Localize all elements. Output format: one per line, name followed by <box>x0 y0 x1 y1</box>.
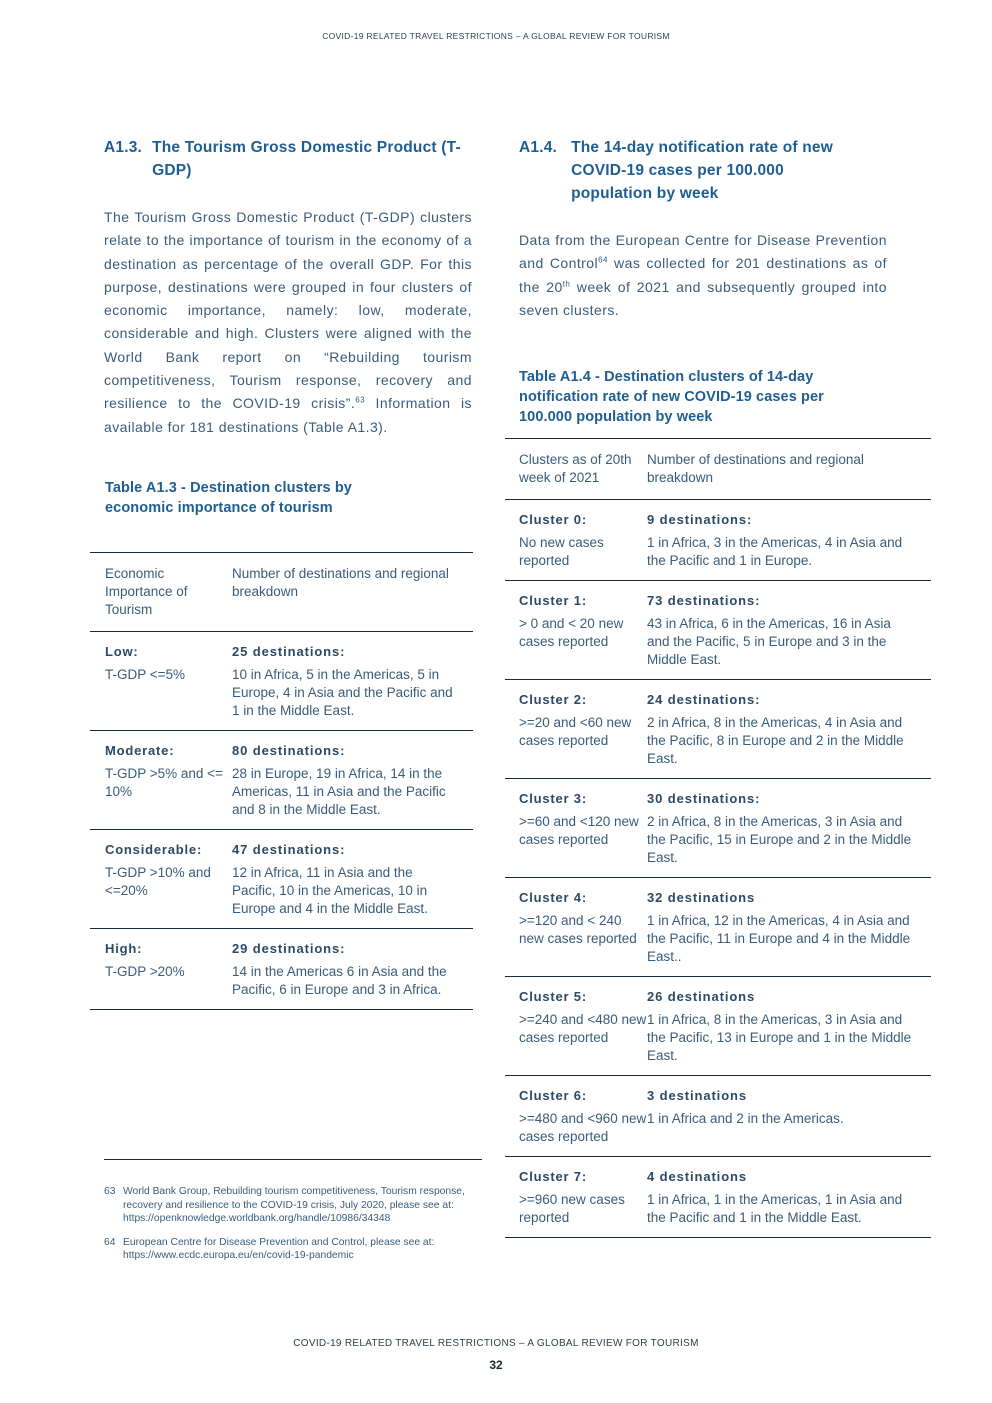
regional-breakdown: 43 in Africa, 6 in the Americas, 16 in Asia and the Pacific, 5 in Europe and 3 in the Middle East. <box>647 616 891 667</box>
table-row <box>505 1076 931 1157</box>
paragraph-text: was collected for 201 destinations as of the 20 <box>519 255 887 295</box>
breakdown-cell <box>647 977 931 1076</box>
cluster-criteria: >=240 and <480 new cases reported <box>519 1012 647 1045</box>
cluster-criteria: No new cases reported <box>519 535 604 568</box>
breakdown-cell <box>232 830 473 929</box>
breakdown-cell <box>647 878 931 977</box>
table-row <box>90 830 473 929</box>
cluster-cell <box>505 779 647 878</box>
table-caption-a14: Table A1.4 - Destination clusters of 14-day notification rate of new COVID-19 cases per 100.000 population by week <box>519 369 824 426</box>
breakdown-cell <box>647 1157 931 1238</box>
footnote-ref-64[interactable]: 64 <box>598 255 608 265</box>
cluster-label: Cluster 0: <box>519 512 587 527</box>
cluster-criteria: T-GDP <=5% <box>105 667 186 682</box>
regional-breakdown: 28 in Europe, 19 in Africa, 14 in the Americas, 11 in Asia and the Pacific and 8 in the Middle East. <box>232 766 446 817</box>
column-header: Number of destinations and regional breakdown <box>232 553 473 632</box>
footnote-ref-63[interactable]: 63 <box>355 395 366 405</box>
cluster-label: Cluster 2: <box>519 692 587 707</box>
cluster-label: Cluster 7: <box>519 1169 587 1184</box>
destination-count: 32 destinations <box>647 890 756 905</box>
table-row <box>505 779 931 878</box>
breakdown-cell <box>232 632 473 731</box>
section-title: The Tourism Gross Domestic Product (T-GDP) <box>152 139 461 179</box>
regional-breakdown: 1 in Africa and 2 in the Americas. <box>647 1111 844 1126</box>
cluster-label: Moderate: <box>105 743 175 758</box>
destination-count: 4 destinations <box>647 1169 748 1184</box>
cluster-cell <box>505 1076 647 1157</box>
section-heading-a14 <box>519 136 887 205</box>
cluster-cell <box>90 731 232 830</box>
footnote-64 <box>104 1236 484 1263</box>
table-row <box>90 731 473 830</box>
paragraph-ecdc <box>519 229 887 322</box>
cluster-criteria: > 0 and < 20 new cases reported <box>519 616 624 649</box>
footnote-text: World Bank Group, Rebuilding tourism competitiveness, Tourism response, recovery and resilience to the COVID-19 crisis, July 2020, please see at: https://openknowledge.worldbank.org/handle/10986/34348 <box>123 1186 465 1224</box>
cluster-cell <box>505 680 647 779</box>
cluster-cell <box>505 878 647 977</box>
table-header-row <box>90 553 473 632</box>
paragraph-tgdp <box>104 206 472 439</box>
cluster-label: Considerable: <box>105 842 203 857</box>
column-header: Number of destinations and regional breakdown <box>647 439 931 500</box>
section-number: A1.4. <box>519 139 558 156</box>
cluster-cell <box>505 581 647 680</box>
paragraph-text-tail: week of 2021 and subsequently grouped into seven clusters. <box>519 278 888 318</box>
table-row <box>90 632 473 731</box>
table-a14 <box>505 438 931 1238</box>
footnote-number: 63 <box>104 1186 116 1197</box>
page-number: 32 <box>489 1358 503 1372</box>
paragraph-text-tail: Information is available for 181 destinations (Table A1.3). <box>104 395 472 435</box>
table-row <box>505 1157 931 1238</box>
destination-count: 26 destinations <box>647 989 756 1004</box>
table-row <box>505 878 931 977</box>
regional-breakdown: 12 in Africa, 11 in Asia and the Pacific, 10 in the Americas, 10 in Europe and 4 in the Middle East. <box>232 865 428 916</box>
destination-count: 24 destinations: <box>647 692 761 707</box>
table-row <box>505 500 931 581</box>
footnote-number: 64 <box>104 1236 116 1248</box>
regional-breakdown: 1 in Africa, 1 in the Americas, 1 in Asia and the Pacific and 1 in the Middle East. <box>647 1192 903 1225</box>
breakdown-cell <box>647 581 931 680</box>
breakdown-cell <box>647 500 931 581</box>
left-column <box>104 136 472 518</box>
table-a13 <box>90 552 473 1010</box>
cluster-criteria: >=20 and <60 new cases reported <box>519 715 632 748</box>
right-column <box>519 136 887 427</box>
footnote-text: European Centre for Disease Prevention and Control, please see at: https://www.ecdc.europa.eu/en/covid-19-pandemic <box>123 1236 435 1261</box>
cluster-label: High: <box>105 941 143 956</box>
cluster-label: Low: <box>105 644 139 659</box>
paragraph-text: Data from the European Centre for Disease Prevention and Control <box>519 232 887 272</box>
cluster-cell <box>90 929 232 1010</box>
regional-breakdown: 14 in the Americas 6 in Asia and the Pacific, 6 in Europe and 3 in Africa. <box>232 964 447 997</box>
footnote-63 <box>104 1185 484 1226</box>
breakdown-cell <box>232 731 473 830</box>
destination-count: 9 destinations: <box>647 512 753 527</box>
cluster-criteria: >=480 and <960 new cases reported <box>519 1111 647 1144</box>
breakdown-cell <box>647 680 931 779</box>
section-heading-a13 <box>104 136 472 182</box>
section-title: The 14-day notification rate of new COVID-19 cases per 100.000 population by week <box>571 139 833 202</box>
cluster-criteria: >=60 and <120 new cases reported <box>519 814 639 847</box>
regional-breakdown: 2 in Africa, 8 in the Americas, 3 in Asia and the Pacific, 15 in Europe and 2 in the Middle East. <box>647 814 912 865</box>
destination-count: 80 destinations: <box>232 743 346 758</box>
footnotes <box>104 1185 484 1273</box>
cluster-label: Cluster 5: <box>519 989 587 1004</box>
regional-breakdown: 1 in Africa, 3 in the Americas, 4 in Asia and the Pacific and 1 in Europe. <box>647 535 903 568</box>
regional-breakdown: 1 in Africa, 8 in the Americas, 3 in Asia and the Pacific, 13 in Europe and 1 in the Middle East. <box>647 1012 912 1063</box>
table-row <box>505 581 931 680</box>
cluster-label: Cluster 4: <box>519 890 587 905</box>
regional-breakdown: 2 in Africa, 8 in the Americas, 4 in Asia and the Pacific, 8 in Europe and 2 in the Middle East. <box>647 715 904 766</box>
cluster-cell <box>505 977 647 1076</box>
cluster-label: Cluster 1: <box>519 593 587 608</box>
section-number: A1.3. <box>104 139 143 156</box>
running-footer: COVID-19 RELATED TRAVEL RESTRICTIONS – A GLOBAL REVIEW FOR TOURISM <box>293 1338 699 1349</box>
table-caption-a13: Table A1.3 - Destination clusters by economic importance of tourism <box>105 479 352 516</box>
cluster-criteria: T-GDP >10% and <=20% <box>105 865 211 898</box>
paragraph-text: The Tourism Gross Domestic Product (T-GDP) clusters relate to the importance of tourism in the economy of a destination as percentage of the overall GDP. For this purpose, destinations were grouped in four clusters of economic importance, namely: low, moderate, considerable and high. Clusters were aligned with the World Bank report on “Rebuilding tourism competitiveness, Tourism response, recovery and resilience to the COVID-19 crisis”. <box>104 209 472 412</box>
footnote-divider <box>104 1159 482 1160</box>
cluster-cell <box>505 1157 647 1238</box>
superscript-th: th <box>562 278 571 288</box>
destination-count: 29 destinations: <box>232 941 346 956</box>
cluster-criteria: >=960 new cases reported <box>519 1192 625 1225</box>
destination-count: 47 destinations: <box>232 842 346 857</box>
destination-count: 30 destinations: <box>647 791 761 806</box>
regional-breakdown: 1 in Africa, 12 in the Americas, 4 in Asia and the Pacific, 11 in Europe and 4 in the Middle East.. <box>647 913 911 964</box>
cluster-criteria: >=120 and < 240 new cases reported <box>519 913 637 946</box>
destination-count: 25 destinations: <box>232 644 346 659</box>
cluster-cell <box>90 830 232 929</box>
column-header: Clusters as of 20th week of 2021 <box>505 439 647 500</box>
cluster-cell <box>505 500 647 581</box>
table-header-row <box>505 439 931 500</box>
destination-count: 3 destinations <box>647 1088 748 1103</box>
running-header: COVID-19 RELATED TRAVEL RESTRICTIONS – A GLOBAL REVIEW FOR TOURISM <box>322 31 670 41</box>
cluster-criteria: T-GDP >20% <box>105 964 185 979</box>
table-row <box>505 680 931 779</box>
regional-breakdown: 10 in Africa, 5 in the Americas, 5 in Europe, 4 in Asia and the Pacific and 1 in the Middle East. <box>232 667 453 718</box>
breakdown-cell <box>647 779 931 878</box>
cluster-criteria: T-GDP >5% and <= 10% <box>105 766 223 799</box>
cluster-cell <box>90 632 232 731</box>
cluster-label: Cluster 3: <box>519 791 587 806</box>
cluster-label: Cluster 6: <box>519 1088 587 1103</box>
destination-count: 73 destinations: <box>647 593 761 608</box>
table-row <box>90 929 473 1010</box>
breakdown-cell <box>647 1076 931 1157</box>
table-row <box>505 977 931 1076</box>
column-header: Economic Importance of Tourism <box>90 553 232 632</box>
breakdown-cell <box>232 929 473 1010</box>
